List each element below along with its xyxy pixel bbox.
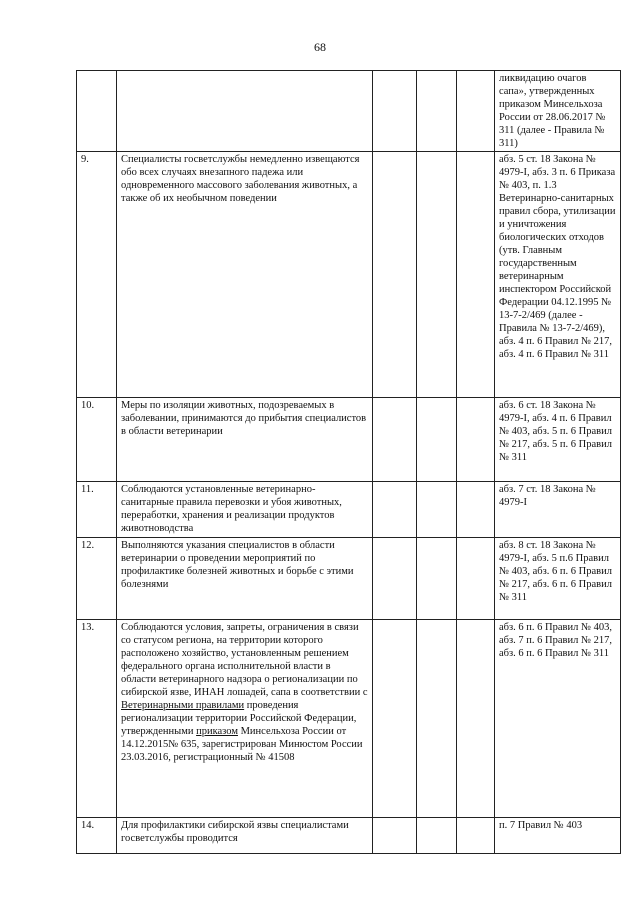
empty-cell — [373, 538, 417, 620]
requirement-cell — [117, 620, 373, 818]
row-number: 12. — [77, 538, 117, 620]
empty-cell — [417, 71, 457, 152]
empty-cell — [457, 482, 495, 538]
row-number: 13. — [77, 620, 117, 818]
empty-cell — [457, 538, 495, 620]
reference-cell: ликвидацию очагов сапа», утвержденных приказом Минсельхоза России от 28.06.2017 № 311 (далее - Правила № 311) — [495, 71, 621, 152]
empty-cell — [457, 620, 495, 818]
empty-cell — [417, 398, 457, 482]
table-row — [77, 620, 621, 818]
table-row — [77, 482, 621, 538]
empty-cell — [373, 71, 417, 152]
reference-cell: абз. 5 ст. 18 Закона № 4979-I, абз. 3 п. 6 Приказа № 403, п. 1.3 Ветеринарно-санитарных правил сбора, утилизации и уничтожения биологических отходов (утв. Главным государственным ветеринарным инспектором Российской Федерации 04.12.1995 № 13-7-2/469 (далее - Правила № 13-7-2/469), абз. 4 п. 6 Правил № 217, абз. 4 п. 6 Правил № 311 — [495, 152, 621, 398]
requirement-text: Соблюдаются условия, запреты, ограничения в связи со статусом региона, на территории которого расположено хозяйство, установленным решением федерального органа исполнительной власти в области ветеринарного надзора о регионализации по сибирской язве, ИНАН лошадей, сапа в соответствии с — [121, 622, 368, 698]
row-number: 9. — [77, 152, 117, 398]
requirement-cell — [117, 71, 373, 152]
table-row — [77, 71, 621, 152]
empty-cell — [457, 152, 495, 398]
empty-cell — [373, 620, 417, 818]
requirement-text: проведения регионализации территории Российской Федерации, утвержденными — [121, 700, 357, 737]
empty-cell — [457, 398, 495, 482]
row-number: 10. — [77, 398, 117, 482]
veterinary-rules-link[interactable]: Ветеринарными правилами — [121, 700, 245, 711]
table-row — [77, 398, 621, 482]
reference-cell: абз. 6 ст. 18 Закона № 4979-I, абз. 4 п. 6 Правил № 403, абз. 5 п. 6 Правил № 217, абз. 5 п. 6 Правил № 311 — [495, 398, 621, 482]
empty-cell — [457, 71, 495, 152]
order-link[interactable]: приказом — [196, 726, 238, 737]
table-row — [77, 538, 621, 620]
requirement-cell: Специалисты госветслужбы немедленно извещаются обо всех случаях внезапного падежа или одновременного массового заболевания животных, а также об их необычном поведении — [117, 152, 373, 398]
page-number: 68 — [314, 40, 326, 54]
requirement-text: Минсельхоза России от 14.12.2015№ 635, зарегистрирован Минюстом России 23.03.2016, регистрационный № 41508 — [121, 726, 363, 763]
empty-cell — [457, 818, 495, 854]
table-row — [77, 152, 621, 398]
empty-cell — [417, 482, 457, 538]
reference-cell: абз. 6 п. 6 Правил № 403, абз. 7 п. 6 Правил № 217, абз. 6 п. 6 Правил № 311 — [495, 620, 621, 818]
requirement-cell: Выполняются указания специалистов в области ветеринарии о проведении мероприятий по профилактике болезней животных и борьбе с этими болезнями — [117, 538, 373, 620]
row-number: 11. — [77, 482, 117, 538]
row-number — [77, 71, 117, 152]
checklist-table — [76, 70, 621, 854]
table-row — [77, 818, 621, 854]
reference-cell: абз. 8 ст. 18 Закона № 4979-I, абз. 5 п.6 Правил № 403, абз. 6 п. 6 Правил № 217, абз. 6 п. 6 Правил № 311 — [495, 538, 621, 620]
empty-cell — [373, 398, 417, 482]
empty-cell — [373, 482, 417, 538]
empty-cell — [373, 152, 417, 398]
requirement-cell: Для профилактики сибирской язвы специалистами госветслужбы проводится — [117, 818, 373, 854]
reference-cell: п. 7 Правил № 403 — [495, 818, 621, 854]
empty-cell — [417, 538, 457, 620]
requirement-cell: Меры по изоляции животных, подозреваемых в заболевании, принимаются до прибытия специалистов в области ветеринарии — [117, 398, 373, 482]
row-number: 14. — [77, 818, 117, 854]
empty-cell — [417, 152, 457, 398]
reference-cell: абз. 7 ст. 18 Закона № 4979-I — [495, 482, 621, 538]
empty-cell — [373, 818, 417, 854]
requirement-cell: Соблюдаются установленные ветеринарно-санитарные правила перевозки и убоя животных, переработки, хранения и реализации продуктов животноводства — [117, 482, 373, 538]
empty-cell — [417, 818, 457, 854]
empty-cell — [417, 620, 457, 818]
